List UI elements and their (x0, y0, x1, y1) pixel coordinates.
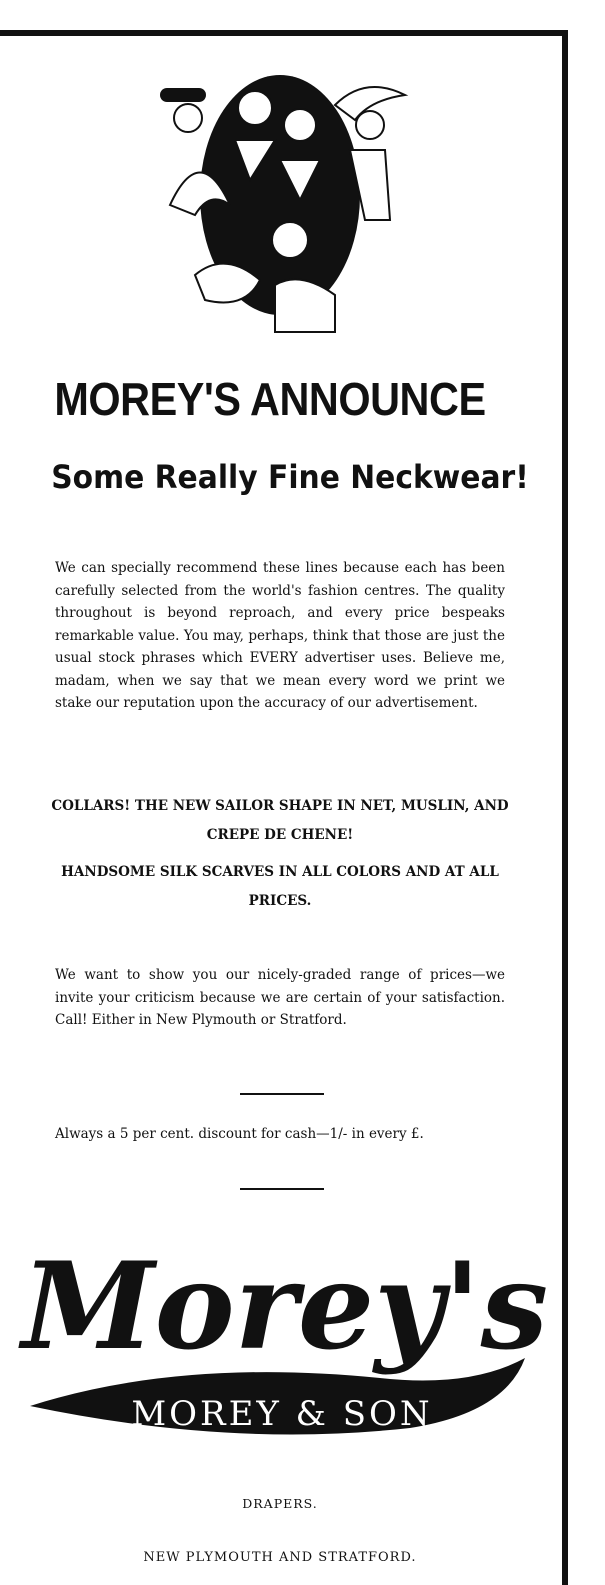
intro-paragraph: We can specially recommend these lines because each has been carefully selected from the world's fashion centres. The quality throughout is beyond reproach, and every price bespeaks remarkable value. You may, perhaps, think that those are just the usual stock phrases which EVERY advertiser uses. Believe me, madam, when we say that we mean every word we print we stake our reputation upon the accuracy of our advertisement. (55, 560, 505, 711)
fashion-illustration (150, 70, 410, 345)
trade-label: DRAPERS. (242, 1496, 318, 1511)
divider (240, 1093, 324, 1095)
invite-paragraph: We want to show you our nicely-graded range of prices—we invite your criticism because we are certain of your satisfaction. Call! Either in New Plymouth or Stratford. (55, 967, 505, 1028)
headline: MOREY'S ANNOUNCE (54, 373, 486, 425)
scarves-line: HANDSOME SILK SCARVES IN ALL COLORS AND AT ALL PRICES. (61, 864, 499, 909)
subheadline: Some Really Fine Neckwear! (51, 458, 529, 496)
border-top (0, 30, 568, 36)
collars-line: COLLARS! THE NEW SAILOR SHAPE IN NET, MUSLIN, AND CREPE DE CHENE! (51, 798, 509, 843)
discount-line: Always a 5 per cent. discount for cash—1/- in every £. (55, 1126, 424, 1142)
logo-banner: MOREY & SON (131, 1394, 433, 1434)
moreys-logo (0, 1238, 560, 1468)
divider (240, 1188, 324, 1190)
logo-wordmark: Morey's (21, 1238, 549, 1377)
locations: NEW PLYMOUTH AND STRATFORD. (143, 1550, 417, 1565)
border-right (562, 30, 568, 1585)
